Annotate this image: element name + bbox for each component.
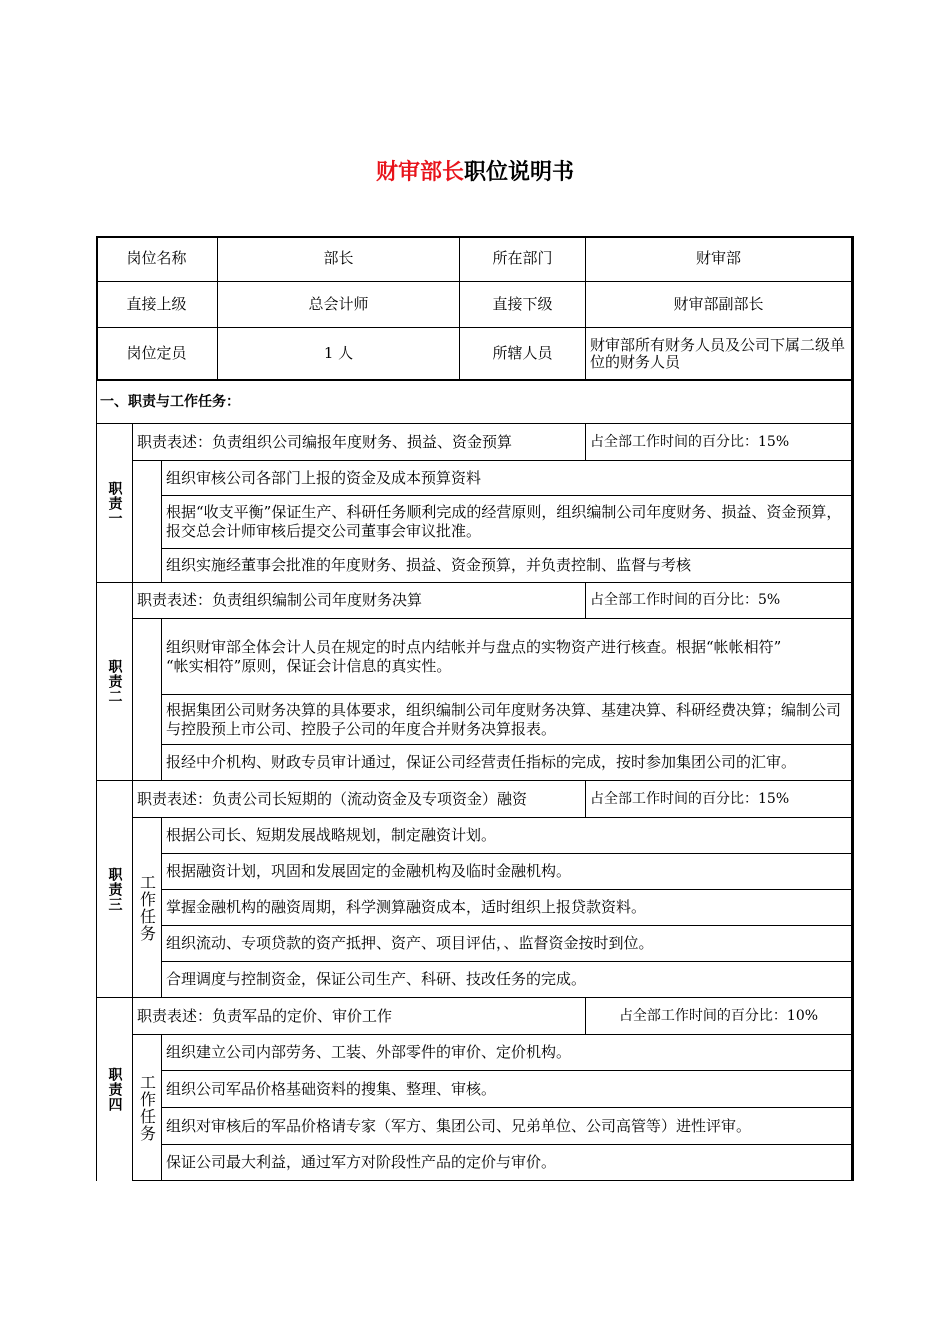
label-position-name: 岗位名称 <box>96 236 218 282</box>
duty2-description: 职责表述：负责组织编制公司年度财务决算 <box>133 583 586 619</box>
duty3-task-5: 合理调度与控制资金，保证公司生产、科研、技改任务的完成。 <box>162 962 852 998</box>
duty2-task-3: 报经中介机构、财政专员审计通过，保证公司经营责任指标的完成，按时参加集团公司的汇审。 <box>162 745 852 781</box>
duty4-task-3: 组织对审核后的军品价格请专家（军方、集团公司、兄弟单位、公司高管等）进性评审。 <box>162 1108 852 1145</box>
duty3-task-2: 根据融资计划，巩固和发展固定的金融机构及临时金融机构。 <box>162 854 852 890</box>
job-description-table <box>96 236 854 1181</box>
duty2-task-1-line-a: 组织财审部全体会计人员在规定的时点内结帐并与盘点的实物资产进行核查。根据“帐帐相符” <box>166 637 782 656</box>
value-direct-superior: 总会计师 <box>218 282 460 328</box>
value-position-name: 部长 <box>218 236 460 282</box>
value-staff-under: 财审部所有财务人员及公司下属二级单位的财务人员 <box>586 328 852 380</box>
label-direct-subordinate: 直接下级 <box>460 282 586 328</box>
duty1-task-label-cell <box>133 461 162 583</box>
duty4-task-2: 组织公司军品价格基础资料的搜集、整理、审核。 <box>162 1071 852 1108</box>
title-red-part: 财审部长 <box>375 160 464 185</box>
value-department: 财审部 <box>586 236 852 282</box>
duty3-task-1: 根据公司长、短期发展战略规划，制定融资计划。 <box>162 818 852 854</box>
duty4-percentage: 占全部工作时间的百分比：10% <box>586 998 852 1035</box>
duty4-label: 职责四 <box>96 998 133 1181</box>
duty3-label: 职责三 <box>96 781 133 998</box>
duty1-description: 职责表述：负责组织公司编报年度财务、损益、资金预算 <box>133 424 586 461</box>
duty1-percentage: 占全部工作时间的百分比：15% <box>586 424 852 461</box>
duty1-task-1: 组织审核公司各部门上报的资金及成本预算资料 <box>162 461 852 496</box>
duty4-task-label: 工作任务 <box>133 1035 162 1181</box>
label-headcount: 岗位定员 <box>96 328 218 380</box>
duty3-description: 职责表述：负责公司长短期的（流动资金及专项资金）融资 <box>133 781 586 818</box>
value-direct-subordinate: 财审部副部长 <box>586 282 852 328</box>
duty4-description: 职责表述：负责军品的定价、审价工作 <box>133 998 586 1035</box>
duty2-task-label-cell <box>133 619 162 781</box>
value-headcount: 1 人 <box>218 328 460 380</box>
label-staff-under: 所辖人员 <box>460 328 586 380</box>
duty2-label: 职责二 <box>96 583 133 781</box>
title-black-part: 职位说明书 <box>464 160 575 185</box>
duty3-task-3: 掌握金融机构的融资周期，科学测算融资成本，适时组织上报贷款资料。 <box>162 890 852 926</box>
duty4-task-1: 组织建立公司内部劳务、工装、外部零件的审价、定价机构。 <box>162 1035 852 1071</box>
duty1-task-2: 根据“收支平衡”保证生产、科研任务顺利完成的经营原则，组织编制公司年度财务、损益、资金预算，报交总会计师审核后提交公司董事会审议批准。 <box>162 496 852 549</box>
duty3-task-4: 组织流动、专项贷款的资产抵押、资产、项目评估，、监督资金按时到位。 <box>162 926 852 962</box>
duty3-percentage: 占全部工作时间的百分比：15% <box>586 781 852 818</box>
label-direct-superior: 直接上级 <box>96 282 218 328</box>
section-header: 一、职责与工作任务： <box>96 381 852 424</box>
duty2-task-2: 根据集团公司财务决算的具体要求，组织编制公司年度财务决算、基建决算、科研经费决算；编制公司与控股预上市公司、控股子公司的年度合并财务决算报表。 <box>162 695 852 745</box>
duty3-task-label: 工作任务 <box>133 818 162 998</box>
label-department: 所在部门 <box>460 236 586 282</box>
duty1-label: 职责一 <box>96 424 133 583</box>
duty2-task-1 <box>162 619 852 695</box>
duty4-task-4: 保证公司最大利益，通过军方对阶段性产品的定价与审价。 <box>162 1145 852 1181</box>
duty2-task-1-line-b: “帐实相符”原则，保证会计信息的真实性。 <box>166 656 452 675</box>
page-title <box>0 155 950 186</box>
duty1-task-3: 组织实施经董事会批准的年度财务、损益、资金预算，并负责控制、监督与考核 <box>162 549 852 583</box>
duty2-percentage: 占全部工作时间的百分比：5% <box>586 583 852 619</box>
